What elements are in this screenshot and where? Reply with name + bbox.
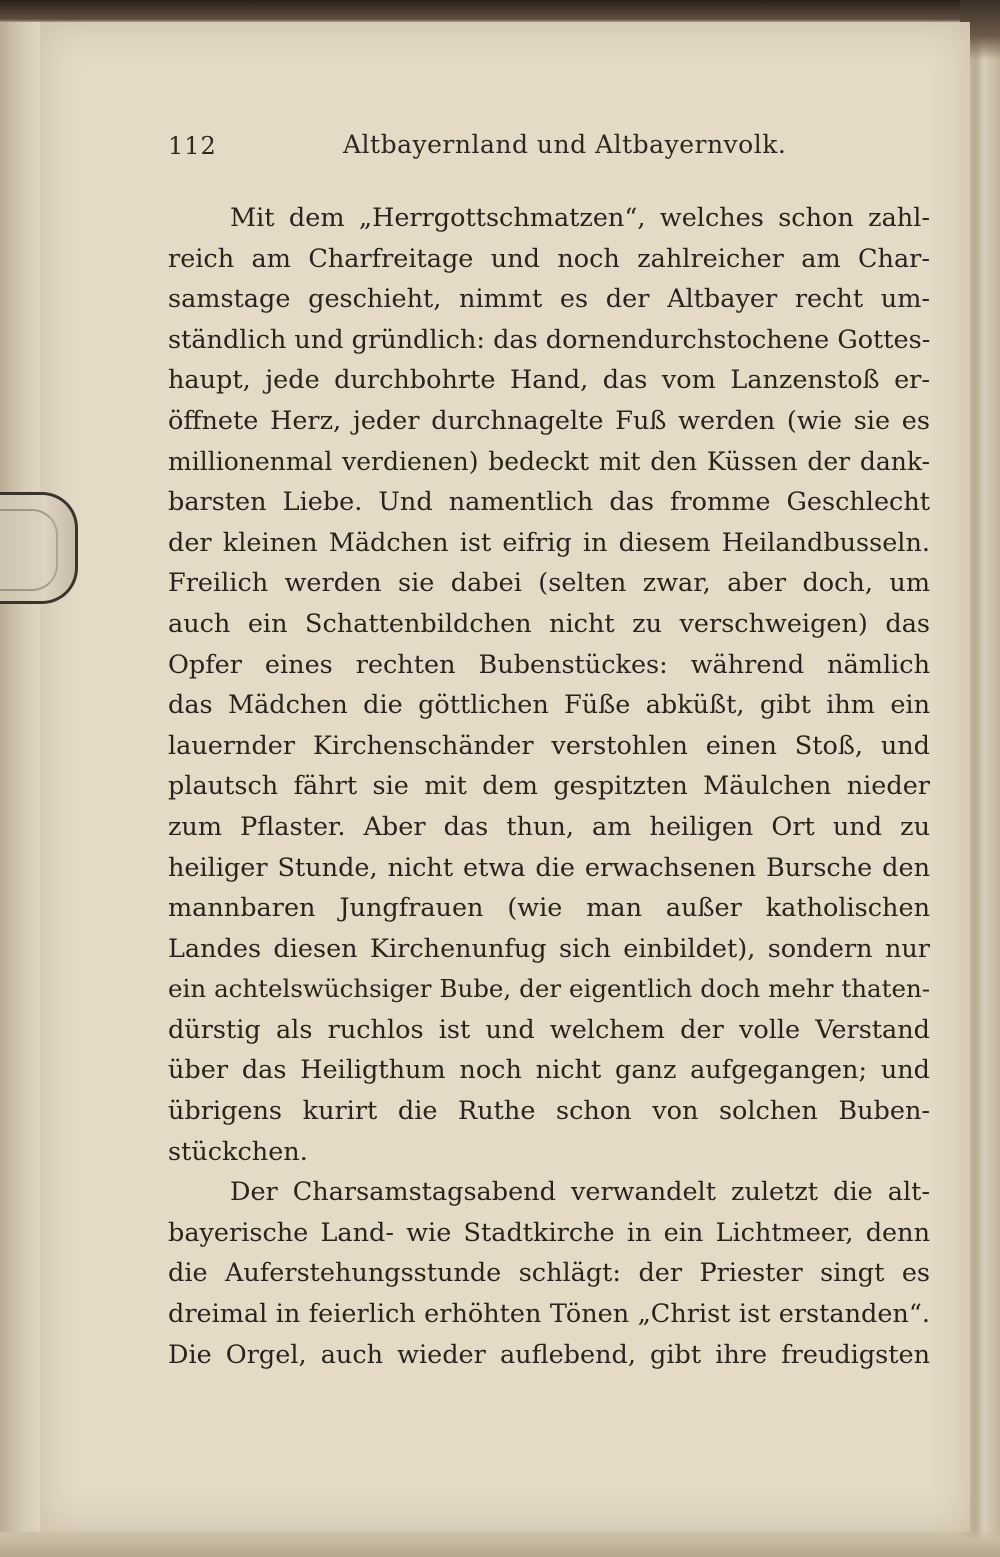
text-line: barsten Liebe. Und namentlich das fromme Geschlecht bbox=[168, 487, 930, 518]
text-line: Freilich werden sie dabei (selten zwar, aber doch, um bbox=[168, 568, 930, 599]
text-line: Opfer eines rechten Bubenstückes: während nämlich bbox=[168, 649, 930, 680]
text-line: stückchen. bbox=[168, 1136, 308, 1167]
text-line: Landes diesen Kirchenunfug sich einbildet), sondern nur bbox=[168, 933, 930, 964]
text-line: über das Heiligthum noch nicht ganz aufgegangen; und bbox=[168, 1055, 930, 1086]
body-text bbox=[168, 198, 930, 1375]
text-line: übrigens kurirt die Ruthe schon von solchen Buben- bbox=[168, 1096, 930, 1127]
text-line: ein achtelswüchsiger Bube, der eigentlich doch mehr thaten- bbox=[168, 974, 930, 1004]
text-line: mannbaren Jungfrauen (wie man außer katholischen bbox=[168, 893, 930, 924]
text-line: haupt, jede durchbohrte Hand, das vom Lanzenstoß er- bbox=[168, 365, 930, 396]
paper-clip-inner-loop bbox=[0, 509, 58, 591]
text-line: auch ein Schattenbildchen nicht zu verschweigen) das bbox=[168, 608, 930, 639]
text-line: Mit dem „Herrgottschmatzen“, welches schon zahl- bbox=[230, 203, 930, 233]
paper-clip bbox=[0, 492, 78, 604]
text-line: millionenmal verdienen) bedeckt mit den Küssen der dank- bbox=[168, 446, 930, 476]
text-line: bayerische Land- wie Stadtkirche in ein Lichtmeer, denn bbox=[168, 1217, 930, 1248]
text-line: Der Charsamstagsabend verwandelt zuletzt die alt- bbox=[230, 1177, 930, 1208]
text-line: plautsch fährt sie mit dem gespitzten Mäulchen nieder bbox=[168, 771, 930, 802]
text-line: reich am Charfreitage und noch zahlreicher am Char- bbox=[168, 243, 930, 274]
text-line: samstage geschieht, nimmt es der Altbayer recht um- bbox=[168, 284, 930, 315]
text-line: öffnete Herz, jeder durchnagelte Fuß werden (wie sie es bbox=[168, 405, 930, 436]
text-line: lauernder Kirchenschänder verstohlen einen Stoß, und bbox=[168, 730, 930, 761]
text-line: Die Orgel, auch wieder auflebend, gibt ihre freudigsten bbox=[168, 1339, 930, 1370]
page-bottom-edge bbox=[0, 1529, 1000, 1557]
page-number: 112 bbox=[168, 132, 217, 160]
book-spine-shadow bbox=[0, 0, 1000, 24]
page-header bbox=[168, 126, 928, 166]
text-line: zum Pflaster. Aber das thun, am heiligen Ort und zu bbox=[168, 811, 930, 842]
text-line: der kleinen Mädchen ist eifrig in diesem Heilandbusseln. bbox=[168, 527, 930, 558]
running-head: Altbayernland und Altbayernvolk. bbox=[343, 130, 787, 159]
text-line: das Mädchen die göttlichen Füße abküßt, gibt ihm ein bbox=[168, 690, 930, 721]
text-line: die Auferstehungsstunde schlägt: der Priester singt es bbox=[168, 1258, 930, 1289]
text-line: ständlich und gründlich: das dornendurchstochene Gottes- bbox=[168, 324, 930, 355]
text-line: heiliger Stunde, nicht etwa die erwachsenen Bursche den bbox=[168, 852, 930, 883]
text-line: dreimal in feierlich erhöhten Tönen „Christ ist erstanden“. bbox=[168, 1299, 930, 1330]
text-line: dürstig als ruchlos ist und welchem der volle Verstand bbox=[168, 1014, 930, 1045]
